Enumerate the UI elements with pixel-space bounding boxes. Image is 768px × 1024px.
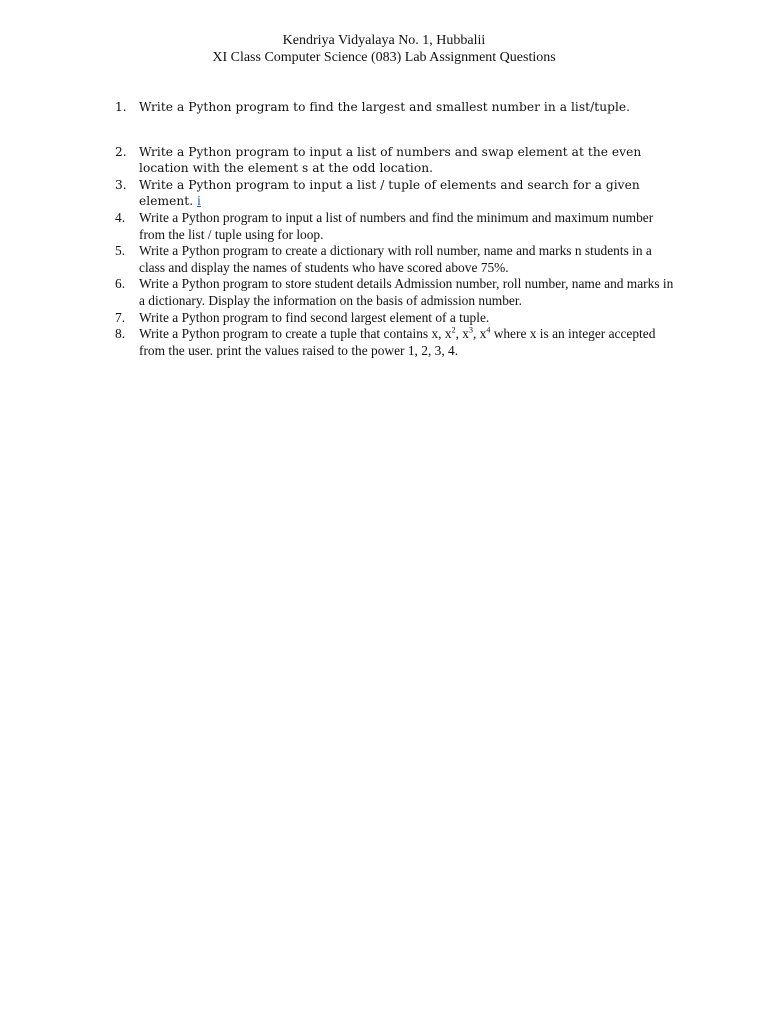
question-number: 7. <box>115 309 126 325</box>
superscript-3: 3 <box>468 325 473 335</box>
question-text: Write a Python program to input a list of numbers and swap element at the even location with the element s at the odd location. <box>139 144 642 176</box>
question-text: Write a Python program to input a list of numbers and find the minimum and maximum number from the list / tuple using for loop. <box>139 209 654 242</box>
question-item <box>110 243 680 276</box>
separator: , x <box>472 326 487 342</box>
question-number: 3. <box>115 177 127 192</box>
question-number: 6. <box>115 276 126 292</box>
question-text: Write a Python program to input a list / tuple of elements and search for a given element. <box>139 177 640 209</box>
question-number: 8. <box>115 326 126 342</box>
question-number: 5. <box>115 243 126 259</box>
question-item <box>110 99 680 116</box>
question-number: 2. <box>115 144 127 159</box>
school-name: Kendriya Vidyalaya No. 1, Hubbalii <box>282 33 486 48</box>
question-text-end: where x is an integer accepted from the user. print the values raised to the power 1, 2, 3, 4. <box>139 326 656 358</box>
question-text: Write a Python program to create a dictionary with roll number, name and marks n students in a class and display the names of students who have scored above 75%. <box>139 243 652 275</box>
question-text: Write a Python program to find second largest element of a tuple. <box>139 309 490 325</box>
question-item <box>110 210 680 243</box>
question-text <box>139 326 655 358</box>
question-item <box>110 310 680 327</box>
question-item <box>110 177 680 210</box>
document-header <box>0 32 768 66</box>
question-link[interactable]: i <box>197 193 201 209</box>
superscript-4: 4 <box>486 325 491 335</box>
question-number: 4. <box>115 209 126 225</box>
question-text: Write a Python program to store student details Admission number, roll number, name and marks in a dictionary. Display the information on the basis of admission number. <box>139 276 674 308</box>
question-item <box>110 144 680 177</box>
question-number: 1. <box>115 100 127 114</box>
question-list <box>110 99 680 359</box>
question-item <box>110 326 680 359</box>
question-text: Write a Python program to find the largest and smallest number in a list/tuple. <box>139 100 631 114</box>
question-item <box>110 276 680 309</box>
separator: , x <box>455 326 469 342</box>
document-title: XI Class Computer Science (083) Lab Assignment Questions <box>212 50 556 65</box>
question-text-start: Write a Python program to create a tuple that contains x, x <box>139 326 452 342</box>
superscript-2: 2 <box>451 325 456 335</box>
